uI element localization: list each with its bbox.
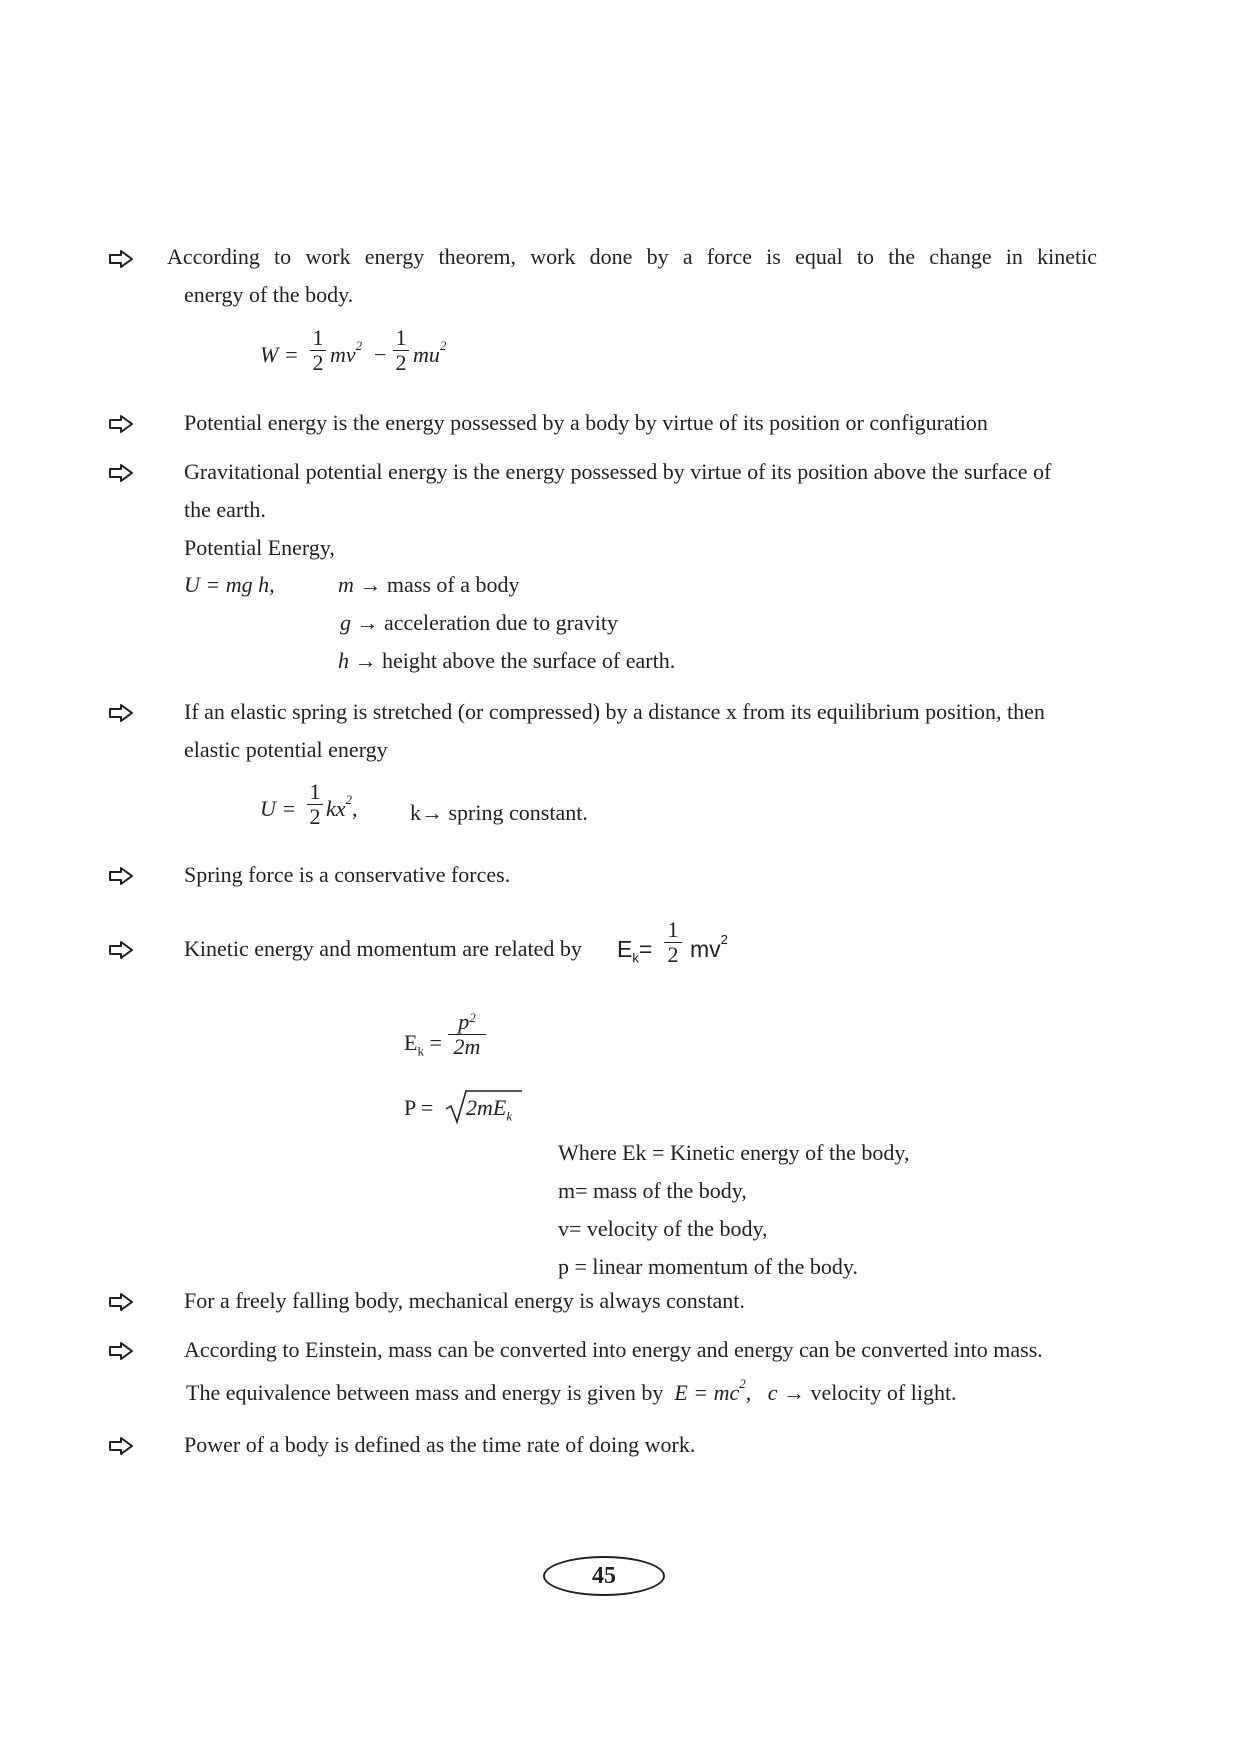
- elastic-spring-line1: If an elastic spring is stretched (or compressed) by a distance x from its equilibrium position, then: [184, 699, 1045, 724]
- where-ek-definition: Where Ek = Kinetic energy of the body,: [558, 1140, 910, 1165]
- bullet-arrow-icon: [108, 940, 134, 960]
- p-lhs: P =: [404, 1095, 434, 1120]
- symbol-g-definition: g → acceleration due to gravity: [340, 610, 618, 635]
- bullet-arrow-icon: [108, 414, 134, 434]
- fraction-half: $\frac{1}{2}$: [310, 326, 326, 375]
- einstein-line2: The equivalence between mass and energy is given by $E = mc^2$, c → velocity of light.: [186, 1376, 957, 1405]
- eq-kx: $kx^2$,: [326, 792, 358, 821]
- gravitational-pe-line1: Gravitational potential energy is the energy possessed by virtue of its position above the surface of: [184, 459, 1052, 484]
- spring-force-statement: Spring force is a conservative forces.: [184, 862, 511, 887]
- bullet-arrow-icon: [108, 1341, 134, 1361]
- eq-w-lhs: W =: [260, 342, 299, 367]
- potential-energy-label: Potential Energy,: [184, 535, 335, 560]
- root-content: $2mE_k$: [466, 1095, 513, 1124]
- eq-u-lhs: U =: [260, 796, 297, 821]
- where-p-definition: p = linear momentum of the body.: [558, 1254, 858, 1279]
- where-v-definition: v= velocity of the body,: [558, 1216, 768, 1241]
- fraction-half: $\frac{1}{2}$: [307, 780, 323, 829]
- ke-momentum-statement: Kinetic energy and momentum are related by: [184, 936, 582, 961]
- work-energy-theorem-line1: According to work energy theorem, work done by a force is equal to the change in kinetic: [167, 244, 1097, 269]
- bullet-arrow-icon: [108, 1436, 134, 1456]
- bullet-arrow-icon: [108, 866, 134, 886]
- eq-minus: −: [374, 342, 387, 367]
- page-number: [543, 1556, 665, 1596]
- bullet-arrow-icon: [108, 463, 134, 483]
- ek-lhs: $E_k$ =: [404, 1030, 442, 1059]
- page-number-text: 45: [592, 1562, 616, 1589]
- gravitational-pe-formula: U = mg h,: [184, 572, 275, 597]
- eq-mv-squared: $mv^2$: [690, 932, 728, 962]
- bullet-arrow-icon: [108, 703, 134, 723]
- fraction-half: $\frac{1}{2}$: [664, 918, 682, 967]
- potential-energy-definition: Potential energy is the energy possessed by a body by virtue of its position or configuration: [184, 410, 988, 435]
- eq-mv: $mv^2$: [330, 338, 363, 367]
- symbol-m-definition: m → mass of a body: [338, 572, 520, 597]
- fraction-half: $\frac{1}{2}$: [393, 326, 409, 375]
- work-energy-theorem-line2: energy of the body.: [184, 282, 354, 307]
- ek-symbol: $E_k=$: [617, 936, 653, 966]
- einstein-line1: According to Einstein, mass can be converted into energy and energy can be converted into mass.: [184, 1337, 1043, 1362]
- free-fall-statement: For a freely falling body, mechanical energy is always constant.: [184, 1288, 745, 1313]
- elastic-spring-line2: elastic potential energy: [184, 737, 388, 762]
- where-m-definition: m= mass of the body,: [558, 1178, 747, 1203]
- spring-constant-definition: k→ spring constant.: [410, 800, 588, 825]
- fraction-p2-over-2m: $\frac{p^2}{2m}$: [448, 1010, 486, 1059]
- bullet-arrow-icon: [108, 1292, 134, 1312]
- power-definition: Power of a body is defined as the time rate of doing work.: [184, 1432, 696, 1457]
- symbol-h-definition: h → height above the surface of earth.: [338, 648, 676, 673]
- bullet-arrow-icon: [108, 249, 134, 269]
- gravitational-pe-line2: the earth.: [184, 497, 266, 522]
- eq-mu: $mu^2$: [413, 338, 447, 367]
